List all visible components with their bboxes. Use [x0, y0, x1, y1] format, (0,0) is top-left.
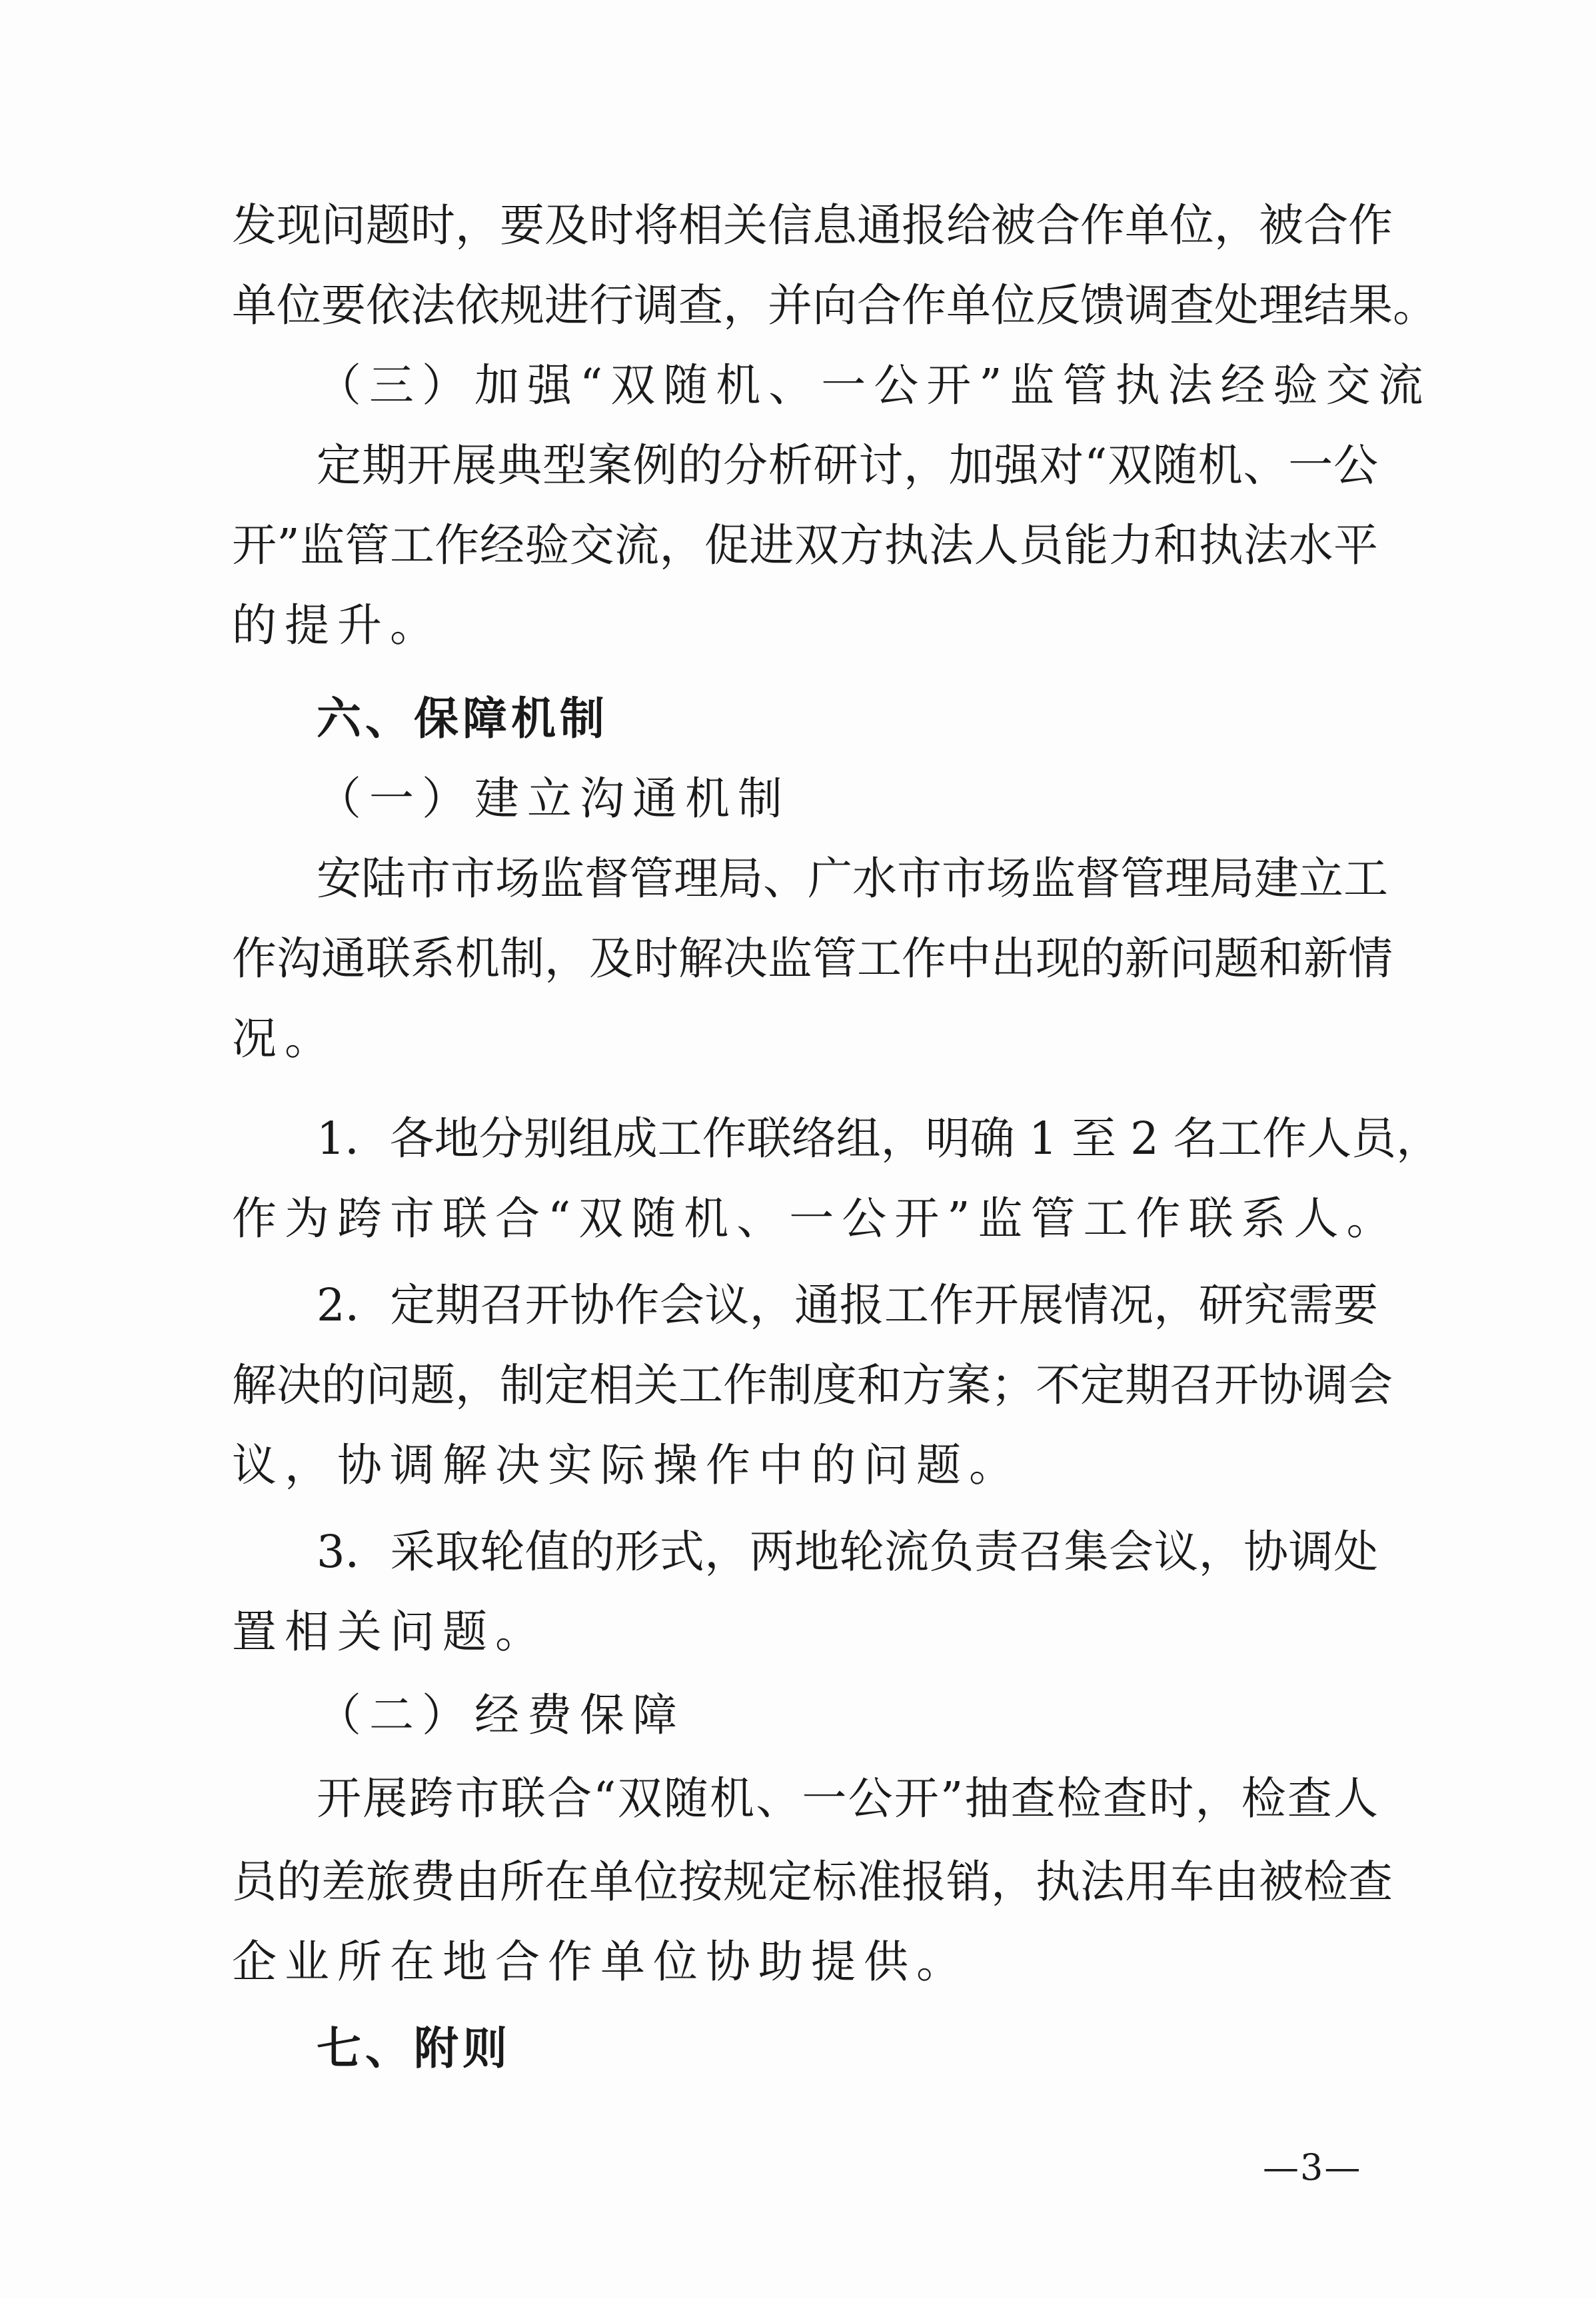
body-text-line: 企业所在地合作单位协助提供。	[232, 1936, 969, 1988]
body-text-line: 单位要依法依规进行调查，并向合作单位反馈调查处理结果。	[232, 279, 1437, 331]
body-text-line: 的提升。	[232, 599, 442, 651]
body-text-line: 况。	[232, 1013, 337, 1065]
section-heading: 七、附则	[317, 2022, 511, 2074]
body-text-line: 员的差旅费由所在单位按规定标准报销，执法用车由被检查	[232, 1856, 1393, 1908]
list-item-text: 2．定期召开协作会议，通报工作开展情况，研究需要	[317, 1279, 1378, 1331]
list-item-text: 1．各地分别组成工作联络组，明确 1 至 2 名工作人员，	[317, 1113, 1441, 1164]
page-number: —3—	[1263, 2146, 1362, 2188]
body-text-line: 定期开展典型案例的分析研讨，加强对“双随机、一公	[317, 439, 1378, 491]
subsection-heading: （二）经费保障	[317, 1689, 685, 1741]
body-text-line: 作沟通联系机制，及时解决监管工作中出现的新问题和新情	[232, 933, 1393, 985]
list-item-text: 置相关问题。	[232, 1606, 548, 1658]
body-text-line: 安陆市市场监督管理局、广水市市场监督管理局建立工	[317, 853, 1388, 905]
section-heading: 六、保障机制	[317, 693, 608, 745]
list-item-text: 议，协调解决实际操作中的问题。	[232, 1439, 1022, 1491]
list-item-text: 3．采取轮值的形式，两地轮流负责召集会议，协调处	[317, 1526, 1378, 1578]
body-text-line: 发现问题时，要及时将相关信息通报给被合作单位，被合作	[232, 199, 1393, 251]
body-text-line: 开展跨市联合“双随机、一公开”抽查检查时，检查人	[317, 1772, 1378, 1824]
body-text-line: 开”监管工作经验交流，促进双方执法人员能力和执法水平	[232, 519, 1378, 571]
list-item-text: 解决的问题，制定相关工作制度和方案；不定期召开协调会	[232, 1359, 1393, 1411]
subsection-heading: （三）加强“双随机、一公开”监管执法经验交流	[317, 359, 1431, 411]
subsection-heading: （一）建立沟通机制	[317, 773, 790, 825]
list-item-text: 作为跨市联合“双随机、一公开”监管工作联系人。	[232, 1192, 1399, 1244]
